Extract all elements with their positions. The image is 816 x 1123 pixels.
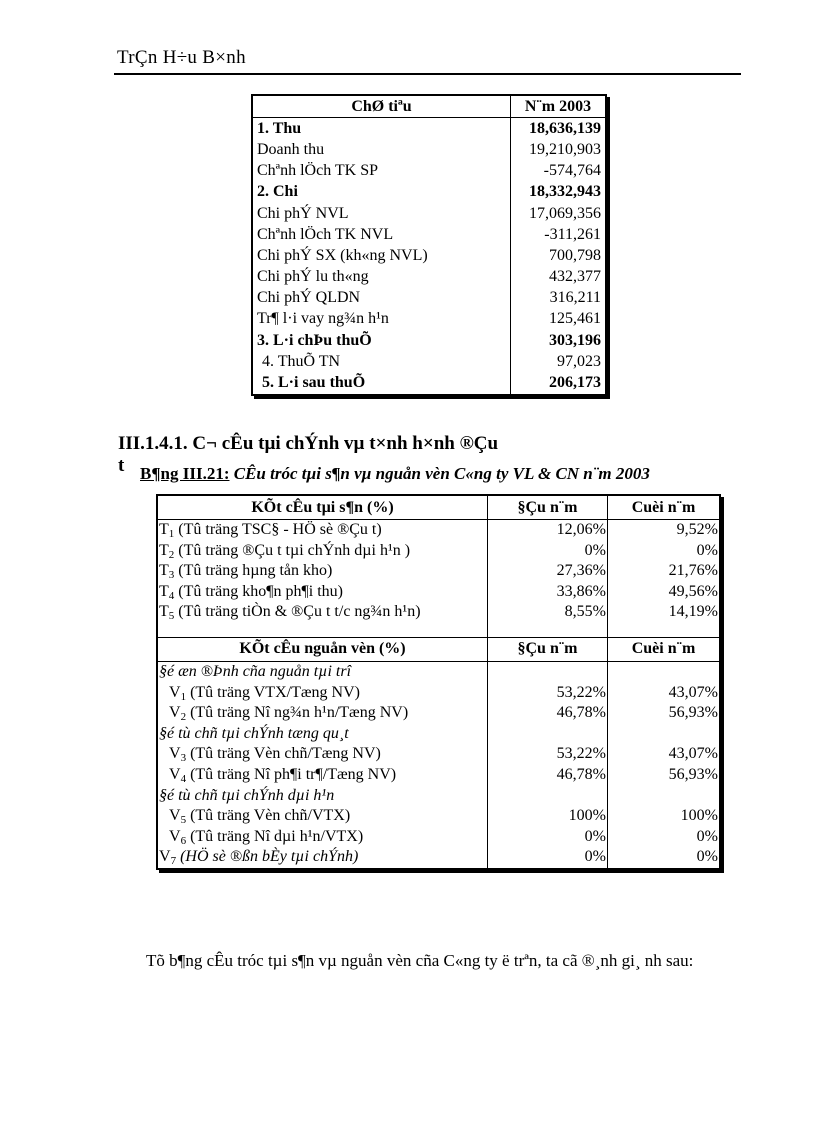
income-row-value: 18,332,943 — [529, 183, 601, 201]
ratio-symbol: T — [159, 541, 169, 559]
structure-row — [157, 582, 720, 603]
table-caption — [140, 464, 650, 484]
structure-row-start: 53,22% — [488, 683, 608, 704]
income-row-value: 125,461 — [549, 310, 601, 328]
income-row-label: 4. ThuÕ TN — [252, 351, 511, 372]
structure-row-start: 33,86% — [488, 582, 608, 603]
structure-row — [157, 541, 720, 562]
structure-group — [157, 786, 720, 807]
ratio-symbol: V — [159, 848, 171, 866]
ratio-index: 6 — [180, 834, 187, 847]
structure-group — [157, 724, 720, 745]
income-row — [252, 203, 606, 224]
ratio-index: 7 — [170, 855, 177, 868]
structure-row-label — [157, 703, 488, 724]
income-row-label: Doanh thu — [252, 139, 511, 160]
section-title: III.1.4.1. C¬ cÊu tµi chÝnh vµ t×nh h×nh ®Çu t — [118, 433, 499, 476]
income-row-value: 18,636,139 — [529, 119, 601, 137]
income-row-label: 2. Chi — [252, 182, 511, 203]
ratio-symbol: V — [169, 683, 181, 701]
income-row — [252, 224, 606, 245]
structure-group-title: §é tù chñ tµi chÝnh dµi h¹n — [157, 786, 488, 807]
ratio-symbol: T — [159, 521, 169, 538]
income-row-label: Chi phÝ NVL — [252, 203, 511, 224]
ratio-index: 5 — [168, 610, 175, 623]
income-col-indicator: ChØ tiªu — [252, 95, 511, 118]
sources-header-cell: §Çu n¨m — [488, 637, 608, 661]
structure-row-start: 27,36% — [488, 561, 608, 582]
income-row-label: Chi phÝ QLDN — [252, 288, 511, 309]
ratio-symbol: V — [169, 827, 181, 845]
ratio-symbol: V — [169, 807, 181, 825]
structure-row — [157, 827, 720, 848]
ratio-desc: (Tû träng kho¶n ph¶i thu) — [174, 582, 343, 600]
empty-cell — [608, 661, 721, 682]
income-table-header — [252, 95, 606, 118]
empty-cell — [157, 623, 488, 638]
income-row-label: Chªnh lÖch TK NVL — [252, 224, 511, 245]
structure-row-end: 0% — [696, 541, 718, 559]
structure-table — [156, 494, 721, 870]
ratio-desc: (Tû träng hµng tån kho) — [174, 562, 333, 580]
structure-row-label — [157, 582, 488, 603]
income-row — [252, 267, 606, 288]
structure-row-label — [157, 806, 488, 827]
income-row-label: 1. Thu — [252, 118, 511, 140]
ratio-symbol: T — [159, 582, 169, 600]
structure-row-label — [157, 561, 488, 582]
structure-row — [157, 703, 720, 724]
income-row-value: -311,261 — [544, 225, 601, 243]
income-row — [252, 161, 606, 182]
structure-row-label — [157, 847, 488, 869]
income-row-value: 19,210,903 — [529, 140, 601, 158]
income-row — [252, 139, 606, 160]
income-row — [252, 330, 606, 351]
income-row-value: 97,023 — [557, 352, 601, 370]
ratio-desc: (Tû träng Nî dµi h¹n/VTX) — [186, 827, 364, 845]
structure-row-end: 56,93% — [668, 704, 718, 722]
structure-row-label — [157, 602, 488, 623]
structure-row — [157, 602, 720, 623]
ratio-index: 4 — [168, 589, 175, 602]
ratio-desc: (Tû träng Vèn chñ/Tæng NV) — [186, 745, 381, 763]
ratio-desc: (Tû träng tiÒn & ®Çu t t/c ng¾n h¹n) — [174, 603, 421, 621]
table-caption-label: B¶ng III.21: — [140, 464, 230, 483]
income-row — [252, 182, 606, 203]
income-row-value: 316,211 — [549, 289, 601, 307]
structure-row-end: 100% — [680, 807, 718, 825]
assets-header-cell: KÕt cÊu tµi s¶n (%) — [157, 495, 488, 520]
structure-row-label — [157, 683, 488, 704]
income-row — [252, 288, 606, 309]
empty-cell — [608, 623, 721, 638]
structure-row — [157, 765, 720, 786]
table-caption-text: CÊu tróc tµi s¶n vµ nguån vèn C«ng ty VL & CN n¨m 2003 — [229, 464, 650, 483]
ratio-index: 5 — [180, 814, 187, 827]
structure-row-start: 53,22% — [488, 744, 608, 765]
income-row-value: -574,764 — [543, 162, 601, 180]
structure-row-start: 46,78% — [488, 765, 608, 786]
income-row-label: Chªnh lÖch TK SP — [252, 161, 511, 182]
structure-group — [157, 661, 720, 682]
structure-row-start: 12,06% — [488, 520, 608, 541]
structure-row-label — [157, 765, 488, 786]
empty-cell — [608, 786, 721, 807]
income-row-label: 3. L·i chÞu thuÕ — [252, 330, 511, 351]
ratio-index: 2 — [168, 548, 175, 561]
ratio-index: 4 — [180, 772, 187, 785]
assets-header-cell: Cuèi n¨m — [608, 495, 721, 520]
structure-row-end: 0% — [696, 827, 718, 845]
structure-row — [157, 520, 720, 541]
ratio-index: 1 — [168, 528, 175, 540]
income-row — [252, 372, 606, 394]
header-rule — [114, 73, 741, 75]
structure-row-end: 56,93% — [668, 765, 718, 783]
structure-row-label — [157, 520, 488, 541]
structure-row-end: 49,56% — [668, 582, 718, 600]
ratio-symbol: V — [169, 765, 181, 783]
body-paragraph: Tõ b¶ng cÊu tróc tµi s¶n vµ nguån vèn cña C«ng ty ë trªn, ta cã ®¸nh gi¸ nh sau: — [146, 951, 694, 970]
ratio-desc: (Tû träng VTX/Tæng NV) — [186, 683, 360, 701]
ratio-symbol: V — [169, 745, 181, 763]
empty-cell — [488, 661, 608, 682]
empty-cell — [488, 623, 608, 638]
income-table — [251, 94, 607, 396]
structure-row-label — [157, 827, 488, 848]
sources-header-cell: Cuèi n¨m — [608, 637, 721, 661]
structure-row-start: 0% — [488, 847, 608, 869]
structure-row — [157, 683, 720, 704]
ratio-symbol: T — [159, 562, 169, 580]
income-row — [252, 245, 606, 266]
structure-row-start: 8,55% — [488, 602, 608, 623]
structure-group-title: §é æn ®Þnh cña nguån tµi trî — [157, 661, 488, 682]
income-row-label: Tr¶ l·i vay ng¾n h¹n — [252, 309, 511, 330]
structure-row-label — [157, 541, 488, 562]
income-row-label: Chi phÝ SX (kh«ng NVL) — [252, 245, 511, 266]
income-row — [252, 309, 606, 330]
income-row-value: 17,069,356 — [529, 204, 601, 222]
ratio-symbol: T — [159, 603, 169, 621]
ratio-desc: (HÖ sè ®ßn bÈy tµi chÝnh) — [176, 848, 359, 866]
income-row-value: 432,377 — [549, 268, 601, 286]
ratio-desc: (Tû träng Nî ph¶i tr¶/Tæng NV) — [186, 765, 397, 783]
structure-row — [157, 744, 720, 765]
spacer-row — [157, 623, 720, 638]
structure-row-start: 0% — [488, 827, 608, 848]
income-row — [252, 351, 606, 372]
empty-cell — [488, 724, 608, 745]
assets-header-cell: §Çu n¨m — [488, 495, 608, 520]
income-row-value: 206,173 — [549, 374, 601, 392]
structure-row-end: 0% — [696, 848, 718, 866]
income-row-value: 303,196 — [549, 331, 601, 349]
structure-row-end: 9,52% — [676, 521, 718, 538]
income-row-label: 5. L·i sau thuÕ — [252, 372, 511, 394]
empty-cell — [488, 786, 608, 807]
structure-group-title: §é tù chñ tµi chÝnh tæng qu¸t — [157, 724, 488, 745]
structure-row — [157, 561, 720, 582]
structure-row-end: 21,76% — [668, 562, 718, 580]
empty-cell — [608, 724, 721, 745]
income-row — [252, 118, 606, 140]
ratio-desc: (Tû träng TSC§ - HÖ sè ®Çu t) — [174, 521, 382, 538]
structure-row-end: 43,07% — [668, 683, 718, 701]
structure-row-start: 46,78% — [488, 703, 608, 724]
ratio-index: 3 — [168, 569, 175, 582]
income-row-label: Chi phÝ lu th«ng — [252, 267, 511, 288]
page-header: TrÇn H÷u B×nh — [117, 47, 246, 68]
income-col-year: N¨m 2003 — [511, 95, 607, 118]
structure-row — [157, 806, 720, 827]
structure-row-start: 0% — [488, 541, 608, 562]
structure-row — [157, 847, 720, 869]
ratio-desc: (Tû träng ®Çu t tµi chÝnh dµi h¹n ) — [174, 541, 411, 559]
ratio-desc: (Tû träng Vèn chñ/VTX) — [186, 807, 351, 825]
ratio-index: 1 — [180, 690, 187, 703]
structure-row-end: 14,19% — [668, 603, 718, 621]
ratio-desc: (Tû träng Nî ng¾n h¹n/Tæng NV) — [186, 704, 409, 722]
structure-row-label — [157, 744, 488, 765]
sources-header-cell: KÕt cÊu nguån vèn (%) — [157, 637, 488, 661]
ratio-index: 3 — [180, 752, 187, 765]
ratio-index: 2 — [180, 711, 187, 724]
structure-row-end: 43,07% — [668, 745, 718, 763]
ratio-symbol: V — [169, 704, 181, 722]
income-row-value: 700,798 — [549, 246, 601, 264]
structure-row-start: 100% — [488, 806, 608, 827]
sources-header — [157, 637, 720, 661]
assets-header — [157, 495, 720, 520]
